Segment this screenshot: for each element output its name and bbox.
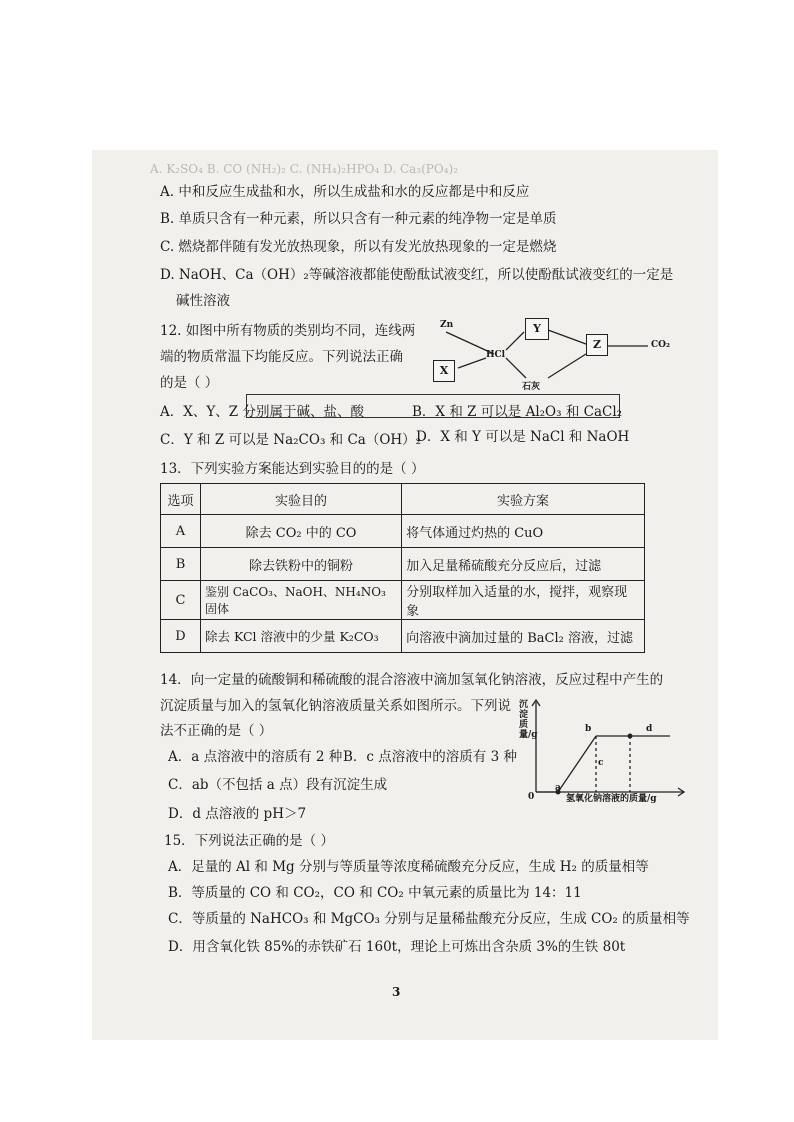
q15-option-b: B．等质量的 CO 和 CO₂，CO 和 CO₂ 中氧元素的质量比为 14：11 [168, 885, 582, 901]
table-row [161, 620, 645, 653]
graph-point-a-label: a [555, 783, 561, 793]
header-option: 选项 [161, 484, 201, 515]
row-plan: 加入足量稀硫酸充分反应后，过滤 [402, 548, 645, 581]
q14-stem-line2: 沉淀质量与加入的氢氧化钠溶液质量关系如图所示。下列说 [160, 698, 511, 714]
diagram-y-box: Y [525, 318, 549, 340]
q11-option-d: D. NaOH、Ca（OH）₂等碱溶液都能使酚酞试液变红，所以使酚酞试液变红的一定是 [160, 267, 674, 283]
graph-origin-label: 0 [528, 792, 535, 802]
graph-point-c-label: c [598, 758, 604, 768]
q14-option-a: A．a 点溶液中的溶质有 2 种 [168, 749, 343, 765]
row-option: B [161, 548, 201, 581]
graph-x-label: 氢氧化钠溶液的质量/g [566, 794, 657, 804]
q11-option-d-cont: 碱性溶液 [176, 293, 230, 309]
line-x-hcl [458, 358, 486, 368]
line-limestone-z [548, 354, 586, 378]
row-goal: 除去铁粉中的铜粉 [200, 548, 401, 581]
row-goal: 鉴别 CaCO₃、NaOH、NH₄NO₃ 固体 [200, 581, 401, 620]
table-row [161, 515, 645, 548]
q11-option-a: A. 中和反应生成盐和水，所以生成盐和水的反应都是中和反应 [160, 184, 530, 200]
q15-stem: 15．下列说法正确的是（ ） [164, 833, 334, 849]
q12-stem-line1: 12. 如图中所有物质的类别均不同，连线两 [160, 323, 416, 339]
row-option: C [161, 581, 201, 620]
q14-stem-line3: 法不正确的是（ ） [160, 723, 273, 739]
q11-option-c: C. 燃烧都伴随有发光放热现象，所以有发光放热现象的一定是燃烧 [160, 239, 557, 255]
graph-y-label: 沉淀质量/g [519, 700, 538, 740]
row-goal: 除去 CO₂ 中的 CO [200, 515, 401, 548]
bleed-through-text: A. K₂SO₄ B. CO (NH₂)₂ C. (NH₄)₂HPO₄ D. Ca₃(PO₄)₂ [150, 162, 458, 176]
line-hcl-y [506, 332, 524, 350]
q12-option-b: B．X 和 Z 可以是 Al₂O₃ 和 CaCl₂ [412, 404, 623, 420]
q13-stem: 13．下列实验方案能达到实验目的的是（ ） [160, 461, 425, 477]
row-plan: 将气体通过灼热的 CuO [402, 515, 645, 548]
diagram-zn-label: Zn [440, 320, 454, 330]
table-row [161, 581, 645, 620]
row-option: D [161, 620, 201, 653]
q15-option-c: C．等质量的 NaHCO₃ 和 MgCO₃ 分别与足量稀盐酸充分反应，生成 CO₂ 的质量相等 [168, 911, 690, 927]
q13-experiment-table [160, 483, 645, 653]
point-c [628, 734, 633, 739]
q11-option-b: B. 单质只含有一种元素，所以只含有一种元素的纯净物一定是单质 [160, 211, 557, 227]
q12-option-a: A．X、Y、Z 分别属于碱、盐、酸 [160, 404, 364, 420]
row-plan: 分别取样加入适量的水，搅拌，观察现象 [402, 581, 645, 620]
diagram-co2-label: CO₂ [651, 340, 670, 350]
row-option: A [161, 515, 201, 548]
q12-option-d: D．X 和 Y 可以是 NaCl 和 NaOH [416, 429, 630, 445]
segment-ab [558, 736, 596, 792]
line-hcl-limestone [506, 358, 526, 378]
q12-stem-line3: 的是（ ） [160, 375, 219, 391]
q14-option-d: D．d 点溶液的 pH＞7 [168, 806, 307, 822]
q12-reaction-diagram [420, 312, 680, 392]
header-plan: 实验方案 [402, 484, 645, 515]
q12-option-c: C．Y 和 Z 可以是 Na₂CO₃ 和 Ca（OH）₂ [160, 432, 422, 448]
header-goal: 实验目的 [200, 484, 401, 515]
row-plan: 向溶液中滴加过量的 BaCl₂ 溶液，过滤 [402, 620, 645, 653]
row-goal: 除去 KCl 溶液中的少量 K₂CO₃ [200, 620, 401, 653]
diagram-hcl-label: HCl [486, 350, 506, 360]
page-number: 3 [392, 985, 401, 999]
graph-point-b-label: b [585, 724, 592, 734]
diagram-x-box: X [433, 360, 455, 382]
line-y-z [548, 330, 586, 344]
table-header-row [161, 484, 645, 515]
q14-stem-line1: 14．向一定量的硫酸铜和稀硫酸的混合溶液中滴加氢氧化钠溶液，反应过程中产生的 [160, 672, 664, 688]
q14-option-c: C．ab（不包括 a 点）段有沉淀生成 [168, 777, 388, 793]
q12-stem-line2: 端的物质常温下均能反应。下列说法正确 [160, 349, 403, 365]
q15-option-d: D．用含氧化铁 85%的赤铁矿石 160t，理论上可炼出含杂质 3%的生铁 80t [168, 939, 626, 955]
q14-option-b: B．c 点溶液中的溶质有 3 种 [343, 749, 517, 765]
graph-point-d-label: d [646, 724, 653, 734]
diagram-z-box: Z [586, 334, 608, 356]
diagram-limestone-label: 石灰 [522, 382, 541, 392]
q15-option-a: A．足量的 Al 和 Mg 分别与等质量等浓度稀硫酸充分反应，生成 H₂ 的质量相等 [168, 859, 649, 875]
table-row [161, 548, 645, 581]
